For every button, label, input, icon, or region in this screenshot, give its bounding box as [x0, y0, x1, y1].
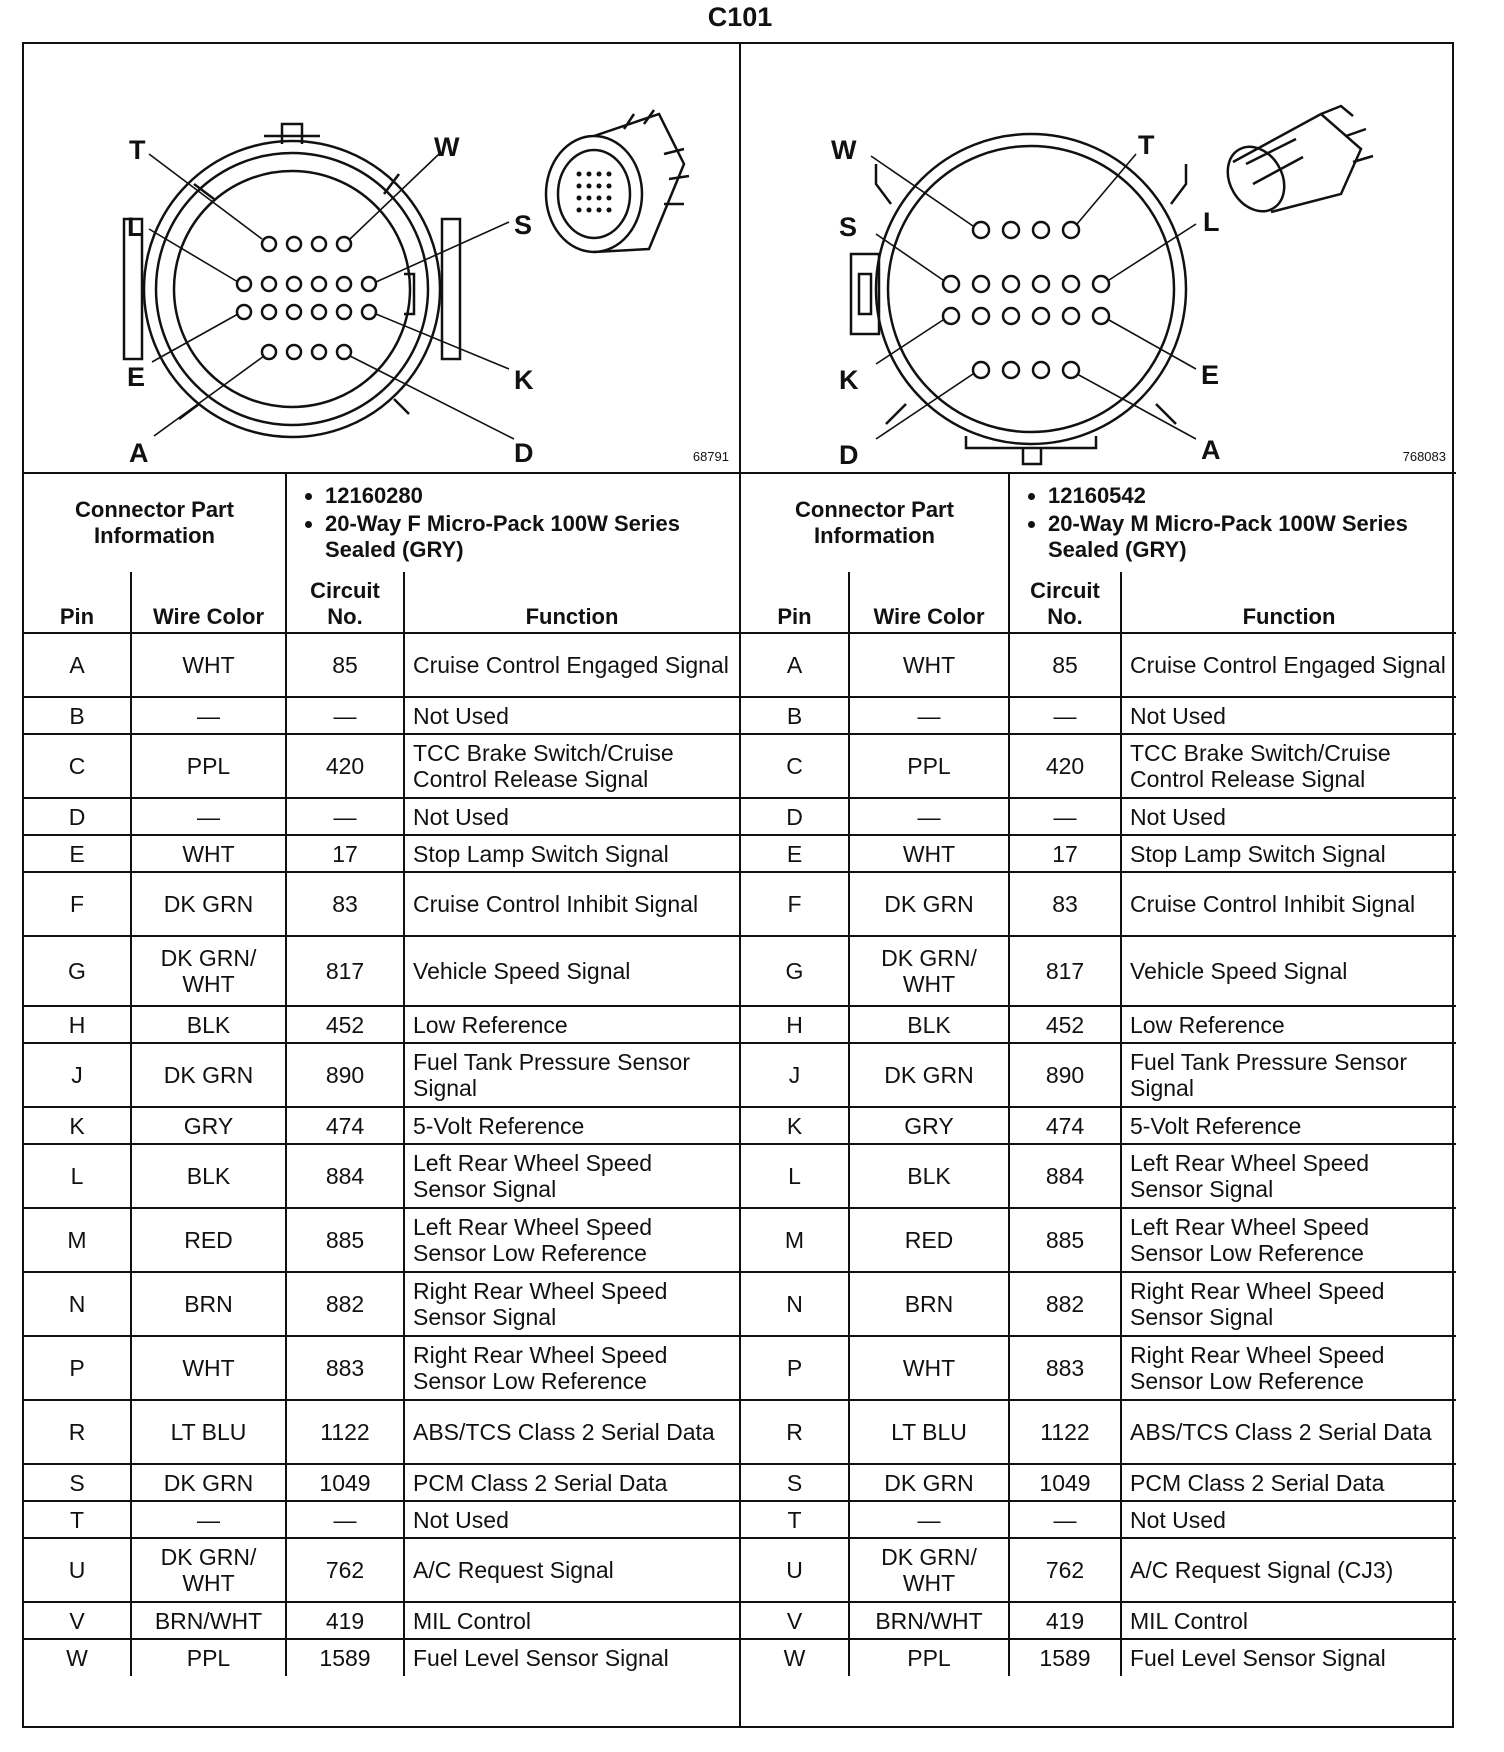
pin-cell: M — [24, 1208, 131, 1272]
pin-row — [24, 734, 739, 798]
circuit-cell: 884 — [1009, 1144, 1121, 1208]
circuit-cell: 882 — [1009, 1272, 1121, 1336]
function-cell: ABS/TCS Class 2 Serial Data — [1121, 1400, 1456, 1464]
pin-row — [741, 798, 1456, 835]
function-cell: Not Used — [404, 798, 739, 835]
wire-color-header: Wire Color — [131, 572, 286, 633]
circuit-cell: 1049 — [1009, 1464, 1121, 1501]
wire-color-cell: DK GRN/ WHT — [849, 936, 1009, 1006]
wire-color-cell: — — [849, 798, 1009, 835]
function-cell: Cruise Control Engaged Signal — [404, 633, 739, 697]
function-header: Function — [404, 572, 739, 633]
connector-description: • 20-Way M Micro-Pack 100W Series Sealed (GRY) — [1048, 511, 1448, 563]
function-cell: TCC Brake Switch/Cruise Control Release Signal — [1121, 734, 1456, 798]
wire-color-cell: — — [849, 697, 1009, 734]
wire-color-cell: BRN — [131, 1272, 286, 1336]
function-cell: A/C Request Signal (CJ3) — [1121, 1538, 1456, 1602]
pin-label-K: K — [514, 365, 534, 395]
pin-row — [741, 1144, 1456, 1208]
pin-cell: H — [24, 1006, 131, 1043]
circuit-cell: 890 — [286, 1043, 404, 1107]
wire-color-cell: BLK — [849, 1144, 1009, 1208]
pin-row — [741, 1336, 1456, 1400]
circuit-cell: 452 — [286, 1006, 404, 1043]
function-cell: Cruise Control Inhibit Signal — [1121, 872, 1456, 936]
function-cell: MIL Control — [404, 1602, 739, 1639]
pin-cell: K — [24, 1107, 131, 1144]
connector-part-details — [1009, 474, 1456, 572]
circuit-cell: 474 — [1009, 1107, 1121, 1144]
pin-row — [24, 697, 739, 734]
function-cell: PCM Class 2 Serial Data — [1121, 1464, 1456, 1501]
pin-row — [24, 1208, 739, 1272]
pin-cell: H — [741, 1006, 849, 1043]
wire-color-cell: DK GRN/ WHT — [849, 1538, 1009, 1602]
connector-part-details — [286, 474, 739, 572]
wire-color-cell: — — [131, 697, 286, 734]
pin-cell: D — [741, 798, 849, 835]
pin-row — [741, 697, 1456, 734]
function-cell: Right Rear Wheel Speed Sensor Signal — [1121, 1272, 1456, 1336]
pin-row — [24, 1602, 739, 1639]
function-cell: Not Used — [404, 697, 739, 734]
pin-label-S: S — [514, 210, 533, 240]
pin-cell: E — [24, 835, 131, 872]
pin-row — [24, 1464, 739, 1501]
circuit-cell: 83 — [1009, 872, 1121, 936]
circuit-cell: 1122 — [286, 1400, 404, 1464]
wire-color-header: Wire Color — [849, 572, 1009, 633]
circuit-cell: — — [1009, 798, 1121, 835]
circuit-cell: 762 — [1009, 1538, 1121, 1602]
circuit-cell: — — [286, 697, 404, 734]
connector-part-info-label: Connector Part Information — [741, 474, 1009, 572]
pin-table-header — [741, 572, 1456, 633]
circuit-cell: 885 — [286, 1208, 404, 1272]
circuit-header: Circuit No. — [1009, 572, 1121, 633]
wire-color-cell: — — [131, 1501, 286, 1538]
connector-part-info — [24, 474, 739, 572]
circuit-cell: 882 — [286, 1272, 404, 1336]
circuit-cell: 420 — [286, 734, 404, 798]
figure-id: 768083 — [1402, 449, 1446, 464]
pin-cell: U — [741, 1538, 849, 1602]
function-cell: Cruise Control Engaged Signal — [1121, 633, 1456, 697]
wire-color-cell: DK GRN — [131, 1043, 286, 1107]
wire-color-cell: BRN — [849, 1272, 1009, 1336]
circuit-cell: 817 — [286, 936, 404, 1006]
function-cell: Fuel Tank Pressure Sensor Signal — [404, 1043, 739, 1107]
pin-row — [741, 1006, 1456, 1043]
circuit-cell: 1589 — [1009, 1639, 1121, 1676]
function-cell: Right Rear Wheel Speed Sensor Low Reference — [404, 1336, 739, 1400]
wire-color-cell: PPL — [131, 734, 286, 798]
circuit-cell: 419 — [1009, 1602, 1121, 1639]
function-cell: Vehicle Speed Signal — [1121, 936, 1456, 1006]
pin-row — [24, 1501, 739, 1538]
circuit-cell: 883 — [286, 1336, 404, 1400]
pin-row — [24, 1538, 739, 1602]
wire-color-cell: LT BLU — [131, 1400, 286, 1464]
pin-label-A: A — [129, 438, 149, 468]
pin-cell: L — [24, 1144, 131, 1208]
circuit-cell: 420 — [1009, 734, 1121, 798]
circuit-cell: — — [286, 798, 404, 835]
wire-color-cell: WHT — [131, 633, 286, 697]
pin-row — [24, 835, 739, 872]
pin-row — [741, 835, 1456, 872]
connector-sheet — [22, 42, 1454, 1728]
circuit-cell: 885 — [1009, 1208, 1121, 1272]
connector-part-info-label: Connector Part Information — [24, 474, 286, 572]
pin-label-T: T — [1138, 130, 1155, 160]
pin-label-W: W — [434, 132, 460, 162]
female-connector-panel — [24, 44, 741, 1726]
function-cell: Stop Lamp Switch Signal — [404, 835, 739, 872]
circuit-cell: 17 — [1009, 835, 1121, 872]
wire-color-cell: DK GRN/ WHT — [131, 1538, 286, 1602]
circuit-cell: 419 — [286, 1602, 404, 1639]
wire-color-cell: LT BLU — [849, 1400, 1009, 1464]
pin-row — [741, 1208, 1456, 1272]
circuit-header: Circuit No. — [286, 572, 404, 633]
function-cell: Not Used — [1121, 798, 1456, 835]
pin-row — [741, 1272, 1456, 1336]
pin-header: Pin — [741, 572, 849, 633]
pin-cell: J — [24, 1043, 131, 1107]
pin-cell: W — [741, 1639, 849, 1676]
pin-row — [741, 1464, 1456, 1501]
function-header: Function — [1121, 572, 1456, 633]
function-cell: Not Used — [1121, 1501, 1456, 1538]
pin-row — [741, 734, 1456, 798]
pin-label-T: T — [129, 135, 146, 165]
pin-cell: A — [24, 633, 131, 697]
pin-cell: D — [24, 798, 131, 835]
pin-label-L: L — [127, 212, 144, 242]
pin-row — [24, 1006, 739, 1043]
pin-cell: G — [741, 936, 849, 1006]
male-connector-panel — [741, 44, 1456, 1726]
pin-cell: L — [741, 1144, 849, 1208]
pin-cell: K — [741, 1107, 849, 1144]
wire-color-cell: DK GRN/ WHT — [131, 936, 286, 1006]
connector-description: • 20-Way F Micro-Pack 100W Series Sealed (GRY) — [325, 511, 731, 563]
pin-table-header — [24, 572, 739, 633]
pin-row — [24, 1639, 739, 1676]
wire-color-cell: WHT — [131, 835, 286, 872]
male-connector-face-drawing — [741, 44, 1454, 472]
wire-color-cell: WHT — [849, 1336, 1009, 1400]
pin-cell: F — [24, 872, 131, 936]
wire-color-cell: WHT — [849, 633, 1009, 697]
circuit-cell: — — [1009, 1501, 1121, 1538]
pin-cell: G — [24, 936, 131, 1006]
pin-table — [24, 572, 739, 1676]
function-cell: TCC Brake Switch/Cruise Control Release Signal — [404, 734, 739, 798]
pin-cell: T — [741, 1501, 849, 1538]
wire-color-cell: — — [131, 798, 286, 835]
pin-row — [741, 1400, 1456, 1464]
pin-cell: C — [741, 734, 849, 798]
pin-cell: V — [24, 1602, 131, 1639]
circuit-cell: 817 — [1009, 936, 1121, 1006]
function-cell: 5-Volt Reference — [404, 1107, 739, 1144]
pin-row — [24, 1272, 739, 1336]
function-cell: Stop Lamp Switch Signal — [1121, 835, 1456, 872]
wire-color-cell: DK GRN — [849, 1043, 1009, 1107]
circuit-cell: 83 — [286, 872, 404, 936]
connector-title: C101 — [707, 2, 773, 32]
function-cell: 5-Volt Reference — [1121, 1107, 1456, 1144]
function-cell: Left Rear Wheel Speed Sensor Low Reference — [1121, 1208, 1456, 1272]
pin-row — [741, 1043, 1456, 1107]
wire-color-cell: PPL — [849, 734, 1009, 798]
pin-label-W: W — [831, 135, 857, 165]
connector-part-info — [741, 474, 1456, 572]
pin-cell: A — [741, 633, 849, 697]
wire-color-cell: PPL — [849, 1639, 1009, 1676]
pin-cell: M — [741, 1208, 849, 1272]
pin-row — [24, 633, 739, 697]
pin-cell: S — [24, 1464, 131, 1501]
pin-row — [741, 936, 1456, 1006]
part-number: • 12160280 — [325, 483, 731, 509]
wire-color-cell: PPL — [131, 1639, 286, 1676]
function-cell: Vehicle Speed Signal — [404, 936, 739, 1006]
circuit-cell: — — [1009, 697, 1121, 734]
female-connector-diagram — [24, 44, 739, 474]
pin-row — [24, 1336, 739, 1400]
function-cell: Fuel Level Sensor Signal — [1121, 1639, 1456, 1676]
circuit-cell: 890 — [1009, 1043, 1121, 1107]
function-cell: Fuel Tank Pressure Sensor Signal — [1121, 1043, 1456, 1107]
wire-color-cell: WHT — [849, 835, 1009, 872]
pin-label-K: K — [839, 365, 859, 395]
pin-label-D: D — [514, 438, 534, 468]
wire-color-cell: DK GRN — [849, 1464, 1009, 1501]
function-cell: Not Used — [404, 1501, 739, 1538]
pin-cell: P — [24, 1336, 131, 1400]
function-cell: Left Rear Wheel Speed Sensor Signal — [404, 1144, 739, 1208]
pin-row — [741, 1639, 1456, 1676]
function-cell: PCM Class 2 Serial Data — [404, 1464, 739, 1501]
wire-color-cell: BRN/WHT — [131, 1602, 286, 1639]
pin-row — [24, 1107, 739, 1144]
wire-color-cell: DK GRN — [131, 1464, 286, 1501]
pin-label-E: E — [1201, 360, 1220, 390]
function-cell: A/C Request Signal — [404, 1538, 739, 1602]
function-cell: Low Reference — [404, 1006, 739, 1043]
pin-row — [24, 1144, 739, 1208]
pin-row — [741, 872, 1456, 936]
pin-cell: S — [741, 1464, 849, 1501]
circuit-cell: 1122 — [1009, 1400, 1121, 1464]
pin-header: Pin — [24, 572, 131, 633]
function-cell: Fuel Level Sensor Signal — [404, 1639, 739, 1676]
circuit-cell: — — [286, 1501, 404, 1538]
pin-row — [741, 1501, 1456, 1538]
pin-cell: F — [741, 872, 849, 936]
male-connector-diagram — [741, 44, 1456, 474]
function-cell: MIL Control — [1121, 1602, 1456, 1639]
function-cell: Right Rear Wheel Speed Sensor Signal — [404, 1272, 739, 1336]
wire-color-cell: WHT — [131, 1336, 286, 1400]
pin-cell: B — [24, 697, 131, 734]
wire-color-cell: BLK — [131, 1006, 286, 1043]
pin-row — [24, 1400, 739, 1464]
circuit-cell: 1049 — [286, 1464, 404, 1501]
wire-color-cell: DK GRN — [849, 872, 1009, 936]
pin-cell: W — [24, 1639, 131, 1676]
wire-color-cell: GRY — [849, 1107, 1009, 1144]
function-cell: Not Used — [1121, 697, 1456, 734]
pin-cell: J — [741, 1043, 849, 1107]
circuit-cell: 884 — [286, 1144, 404, 1208]
pin-cell: B — [741, 697, 849, 734]
pin-cell: N — [24, 1272, 131, 1336]
wire-color-cell: BRN/WHT — [849, 1602, 1009, 1639]
pin-row — [24, 936, 739, 1006]
pin-cell: T — [24, 1501, 131, 1538]
function-cell: Cruise Control Inhibit Signal — [404, 872, 739, 936]
function-cell: Left Rear Wheel Speed Sensor Low Reference — [404, 1208, 739, 1272]
wire-color-cell: BLK — [131, 1144, 286, 1208]
pin-label-S: S — [839, 212, 858, 242]
function-cell: ABS/TCS Class 2 Serial Data — [404, 1400, 739, 1464]
circuit-cell: 452 — [1009, 1006, 1121, 1043]
pin-row — [741, 1538, 1456, 1602]
circuit-cell: 1589 — [286, 1639, 404, 1676]
pin-cell: V — [741, 1602, 849, 1639]
pin-cell: N — [741, 1272, 849, 1336]
circuit-cell: 85 — [286, 633, 404, 697]
circuit-cell: 762 — [286, 1538, 404, 1602]
pin-cell: P — [741, 1336, 849, 1400]
pin-label-L: L — [1203, 207, 1220, 237]
function-cell: Right Rear Wheel Speed Sensor Low Reference — [1121, 1336, 1456, 1400]
pin-label-A: A — [1201, 435, 1221, 465]
wire-color-cell: RED — [849, 1208, 1009, 1272]
wire-color-cell: — — [849, 1501, 1009, 1538]
figure-id: 68791 — [692, 449, 729, 464]
circuit-cell: 883 — [1009, 1336, 1121, 1400]
pin-row — [24, 798, 739, 835]
pin-table — [741, 572, 1456, 1676]
function-cell: Left Rear Wheel Speed Sensor Signal — [1121, 1144, 1456, 1208]
pin-cell: U — [24, 1538, 131, 1602]
circuit-cell: 17 — [286, 835, 404, 872]
pin-row — [741, 633, 1456, 697]
wire-color-cell: DK GRN — [131, 872, 286, 936]
pin-row — [741, 1602, 1456, 1639]
wire-color-cell: BLK — [849, 1006, 1009, 1043]
pin-cell: C — [24, 734, 131, 798]
part-number: • 12160542 — [1048, 483, 1448, 509]
pin-row — [741, 1107, 1456, 1144]
pin-label-E: E — [127, 362, 146, 392]
circuit-cell: 85 — [1009, 633, 1121, 697]
wire-color-cell: GRY — [131, 1107, 286, 1144]
pin-row — [24, 872, 739, 936]
pin-label-D: D — [839, 440, 859, 470]
wire-color-cell: RED — [131, 1208, 286, 1272]
pin-cell: R — [741, 1400, 849, 1464]
pin-cell: E — [741, 835, 849, 872]
pin-cell: R — [24, 1400, 131, 1464]
function-cell: Low Reference — [1121, 1006, 1456, 1043]
pin-row — [24, 1043, 739, 1107]
circuit-cell: 474 — [286, 1107, 404, 1144]
female-connector-face-drawing — [24, 44, 739, 472]
